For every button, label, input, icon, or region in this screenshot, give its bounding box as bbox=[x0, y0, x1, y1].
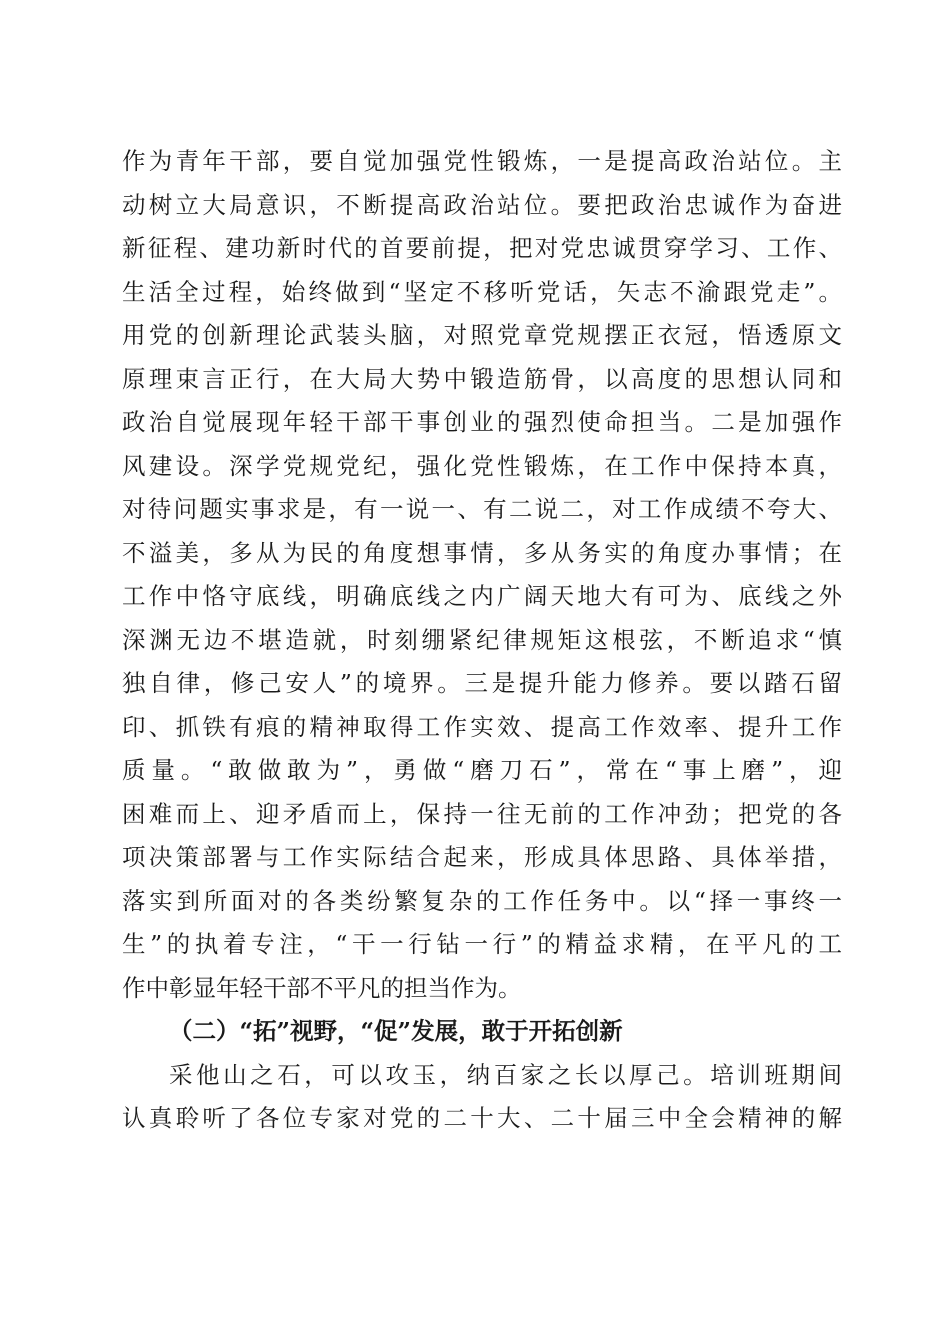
paragraph-line: 落实到所面对的各类纷繁复杂的工作任务中。以“择一事终一 bbox=[122, 886, 842, 915]
paragraph-line: 对待问题实事求是，有一说一、有二说二，对工作成绩不夸大、 bbox=[122, 495, 842, 523]
paragraph-line: 原理束言正行，在大局大势中锻造筋骨，以高度的思想认同和 bbox=[122, 364, 842, 393]
paragraph-line: 独自律，修己安人”的境界。三是提升能力修养。要以踏石留 bbox=[122, 669, 842, 697]
paragraph-line: 新征程、建功新时代的首要前提，把对党忠诚贯穿学习、工作、 bbox=[122, 234, 842, 262]
paragraph-line: 不溢美，多从为民的角度想事情，多从务实的角度办事情；在 bbox=[122, 538, 842, 567]
section-heading: （二）“拓”视野，“促”发展，敢于开拓创新 bbox=[169, 1017, 623, 1045]
paragraph-line: 动树立大局意识，不断提高政治站位。要把政治忠诚作为奋进 bbox=[122, 190, 842, 219]
paragraph-line: 用党的创新理论武装头脑，对照党章党规摆正衣冠，悟透原文 bbox=[122, 321, 842, 349]
paragraph-line: 作为青年干部，要自觉加强党性锻炼，一是提高政治站位。主 bbox=[122, 147, 842, 175]
paragraph-line: 采他山之石，可以攻玉，纳百家之长以厚己。培训班期间 bbox=[169, 1060, 842, 1089]
paragraph-line: 工作中恪守底线，明确底线之内广阔天地大有可为、底线之外 bbox=[122, 582, 842, 610]
paragraph-line: 认真聆听了各位专家对党的二十大、二十届三中全会精神的解 bbox=[122, 1104, 842, 1132]
paragraph-line: 深渊无边不堪造就，时刻绷紧纪律规矩这根弦，不断追求“慎 bbox=[122, 625, 842, 654]
paragraph-line: 风建设。深学党规党纪，强化党性锻炼，在工作中保持本真， bbox=[122, 451, 842, 480]
document-body bbox=[122, 140, 842, 1141]
paragraph-line: 政治自觉展现年轻干部干事创业的强烈使命担当。二是加强作 bbox=[122, 408, 842, 436]
paragraph-line: 印、抓铁有痕的精神取得工作实效、提高工作效率、提升工作 bbox=[122, 712, 842, 741]
paragraph-line: 质量。“敢做敢为”，勇做“磨刀石”，常在“事上磨”，迎 bbox=[122, 756, 842, 784]
paragraph-line: 生”的执着专注，“干一行钻一行”的精益求精，在平凡的工 bbox=[122, 930, 842, 958]
paragraph-line: 生活全过程，始终做到“坚定不移听党话，矢志不渝跟党走”。 bbox=[122, 277, 842, 306]
paragraph-line: 困难而上、迎矛盾而上，保持一往无前的工作冲劲；把党的各 bbox=[122, 799, 842, 828]
paragraph-line: 项决策部署与工作实际结合起来，形成具体思路、具体举措， bbox=[122, 843, 842, 871]
paragraph-line: 作中彰显年轻干部不平凡的担当作为。 bbox=[122, 973, 522, 1002]
